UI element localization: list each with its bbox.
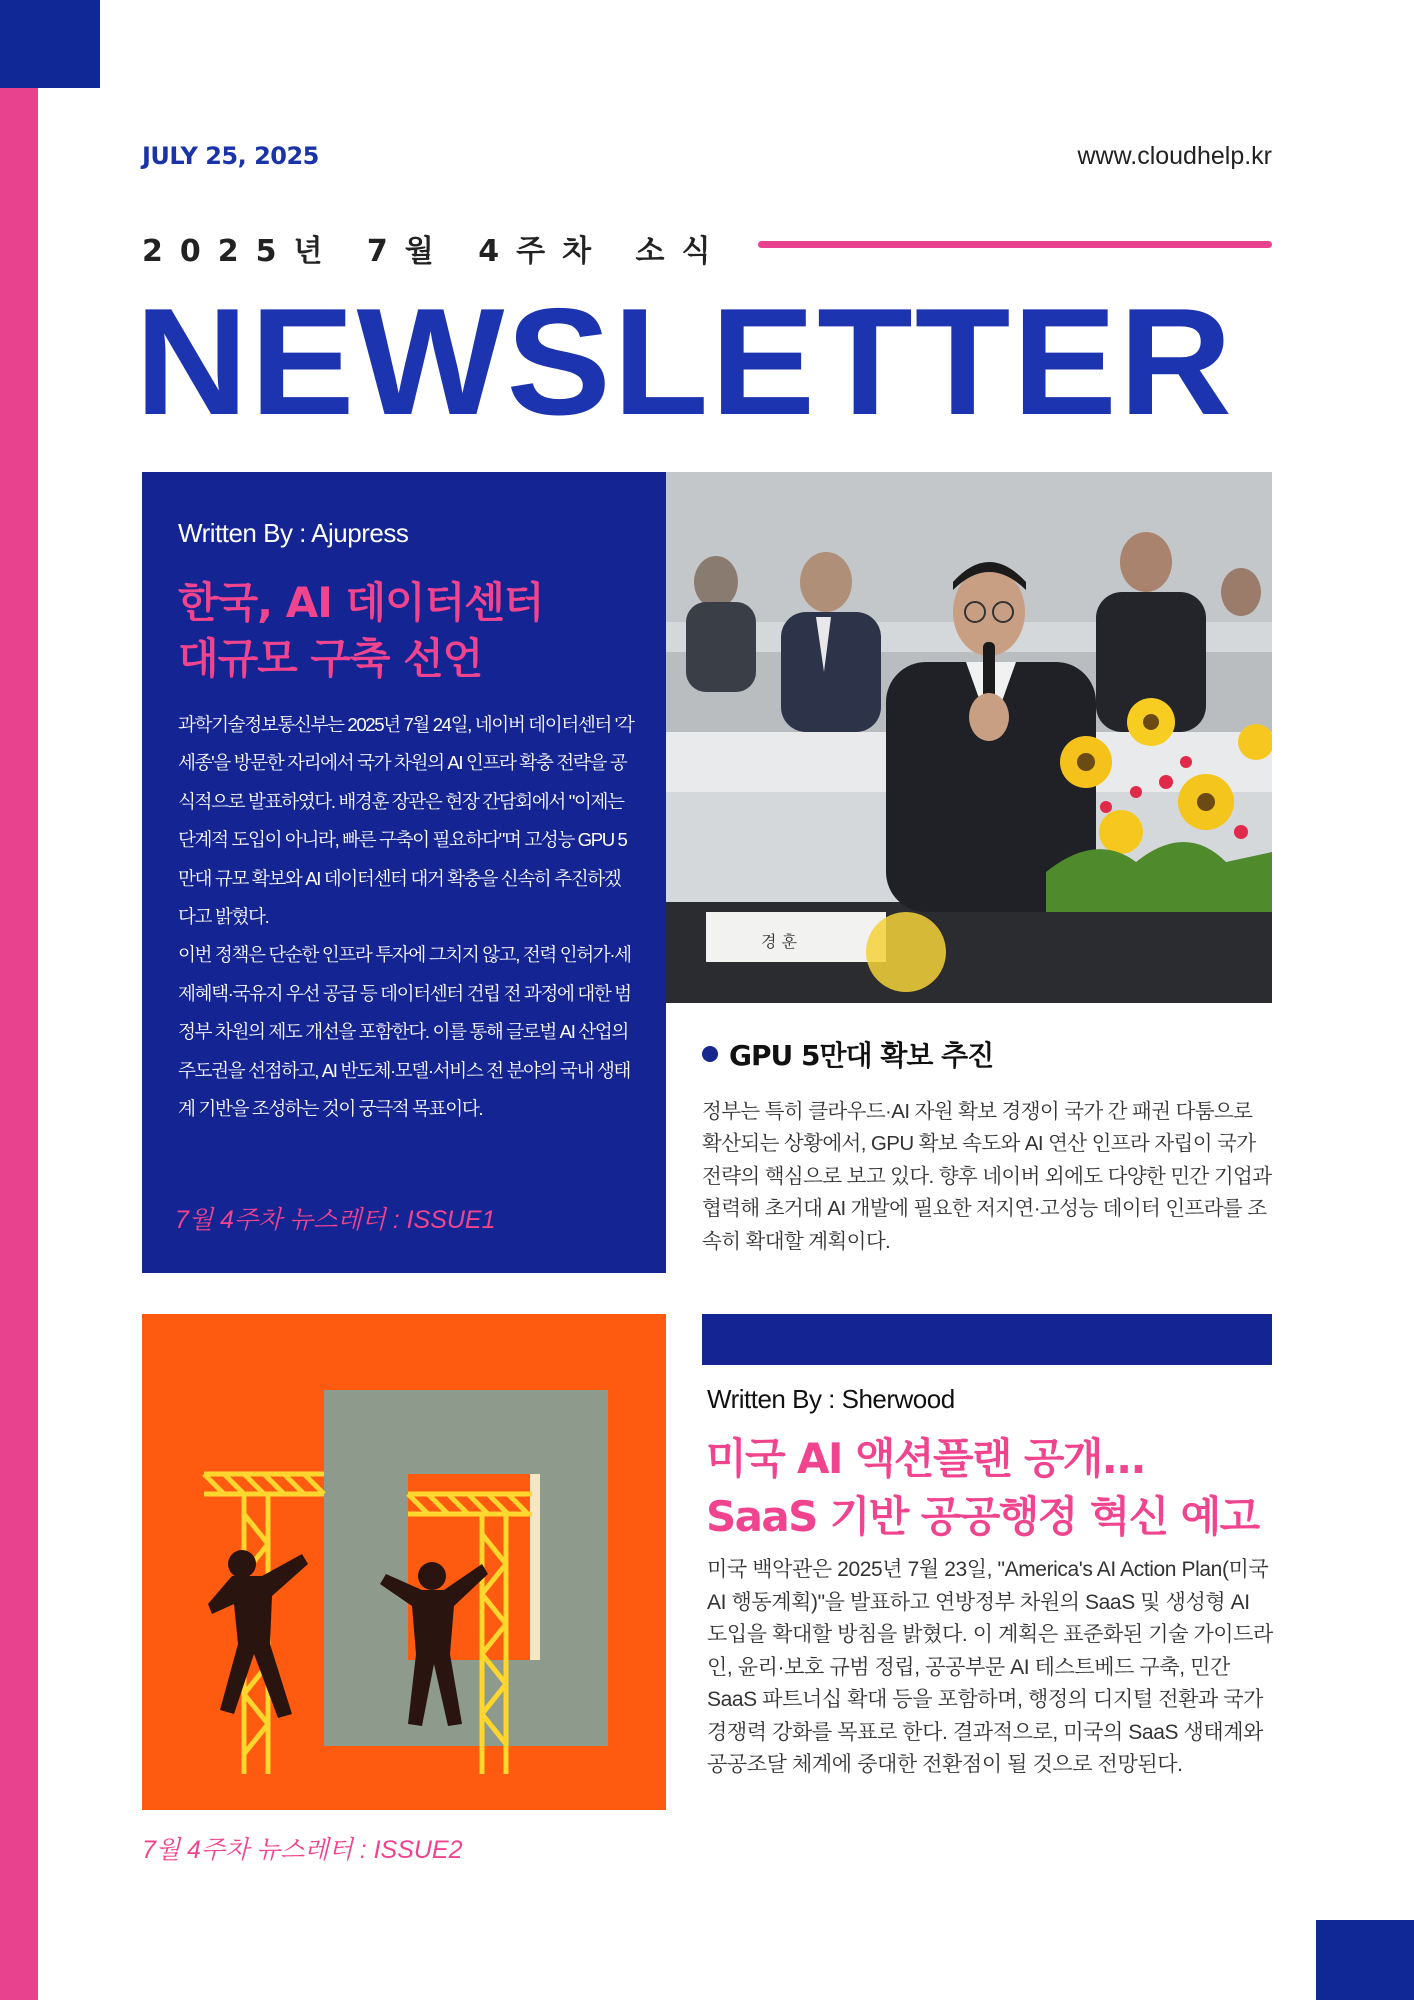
gpu-section-body: 정부는 특히 클라우드·AI 자원 확보 경쟁이 국가 간 패권 다툼으로 확산되는 상황에서, GPU 확보 속도와 AI 연산 인프라 자립이 국가 전략의 핵심으로 보고 있다. 향후 네이버 외에도 다양한 민간 기업과 협력해 초거대 AI 개발에 필요한 저지연·고성능 데이터 인프라를 조속히 확대할 계획이다. — [702, 1100, 1272, 1253]
article1-author: Written By : Ajupress — [178, 518, 409, 548]
masthead-title: NEWSLETTER — [135, 277, 1235, 447]
article2-title-line1: 미국 AI 액션플랜 공개... — [706, 1434, 1145, 1483]
article2-issue-label: 7월 4주차 뉴스레터 : ISSUE2 — [142, 1836, 463, 1864]
construction-illustration — [142, 1314, 666, 1810]
meeting-photo — [666, 472, 1272, 1003]
article2-title — [706, 1430, 1286, 1546]
article2-header-bar — [702, 1314, 1272, 1365]
gpu-section-heading: GPU 5만대 확보 추진 — [729, 1039, 994, 1072]
article1-issue-label: 7월 4주차 뉴스레터 : ISSUE1 — [175, 1206, 496, 1234]
website-url[interactable]: www.cloudhelp.kr — [1077, 142, 1272, 170]
construction-illustration-art — [142, 1314, 666, 1810]
corner-block-top — [0, 0, 100, 88]
article1-paragraph: 이번 정책은 단순한 인프라 투자에 그치지 않고, 전력 인허가·세제혜택·국유지 우선 공급 등 데이터센터 건립 전 과정에 대한 범정부 차원의 제도 개선을 포함한다. 이를 통해 글로벌 AI 산업의 주도권을 선점하고, AI 반도체·모델·서비스 전 분야의 국내 생태계 기반을 조성하는 것이 궁극적 목표이다. — [178, 944, 631, 1120]
article2-author: Written By : Sherwood — [707, 1384, 955, 1414]
issue-date: JULY 25, 2025 — [142, 142, 319, 170]
article2-title-line2: SaaS 기반 공공행정 혁신 예고 — [706, 1492, 1259, 1541]
subtitle-rule — [758, 241, 1272, 248]
bullet-dot-icon — [702, 1046, 718, 1062]
weekly-subtitle: 2025년 7월 4주차 소식 — [142, 234, 728, 269]
side-accent-bar — [0, 0, 38, 2000]
meeting-photo-illustration — [666, 472, 1272, 1003]
photo-nameplate: 경 훈 — [761, 932, 797, 951]
article1-body — [178, 706, 634, 1128]
article1-title-line1: 한국, AI 데이터센터 — [178, 578, 544, 627]
article1-title-line2: 대규모 구축 선언 — [178, 634, 483, 683]
article1-paragraph: 과학기술정보통신부는 2025년 7월 24일, 네이버 데이터센터 '각 세종'을 방문한 자리에서 국가 차원의 AI 인프라 확충 전략을 공식적으로 발표하였다. 배경훈 장관은 현장 간담회에서 "이제는 단계적 도입이 아니라, 빠른 구축이 필요하다"며 고성능 GPU 5만대 규모 확보와 AI 데이터센터 대거 확충을 신속히 추진하겠다고 밝혔다. — [178, 714, 634, 928]
article2-body: 미국 백악관은 2025년 7월 23일, "America's AI Action Plan(미국 AI 행동계획)"을 발표하고 연방정부 차원의 SaaS 및 생성형 AI 도입을 확대할 방침을 밝혔다. 이 계획은 표준화된 기술 가이드라인, 윤리·보호 규범 정립, 공공부문 AI 테스트베드 구축, 민간 SaaS 파트너십 확대 등을 포함하며, 행정의 디지털 전환과 국가 경쟁력 강화를 목표로 한다. 결과적으로, 미국의 SaaS 생태계와 공공조달 체계에 중대한 전환점이 될 것으로 전망된다. — [707, 1558, 1273, 1776]
corner-block-bottom — [1316, 1920, 1414, 2000]
article1-title — [178, 575, 648, 687]
